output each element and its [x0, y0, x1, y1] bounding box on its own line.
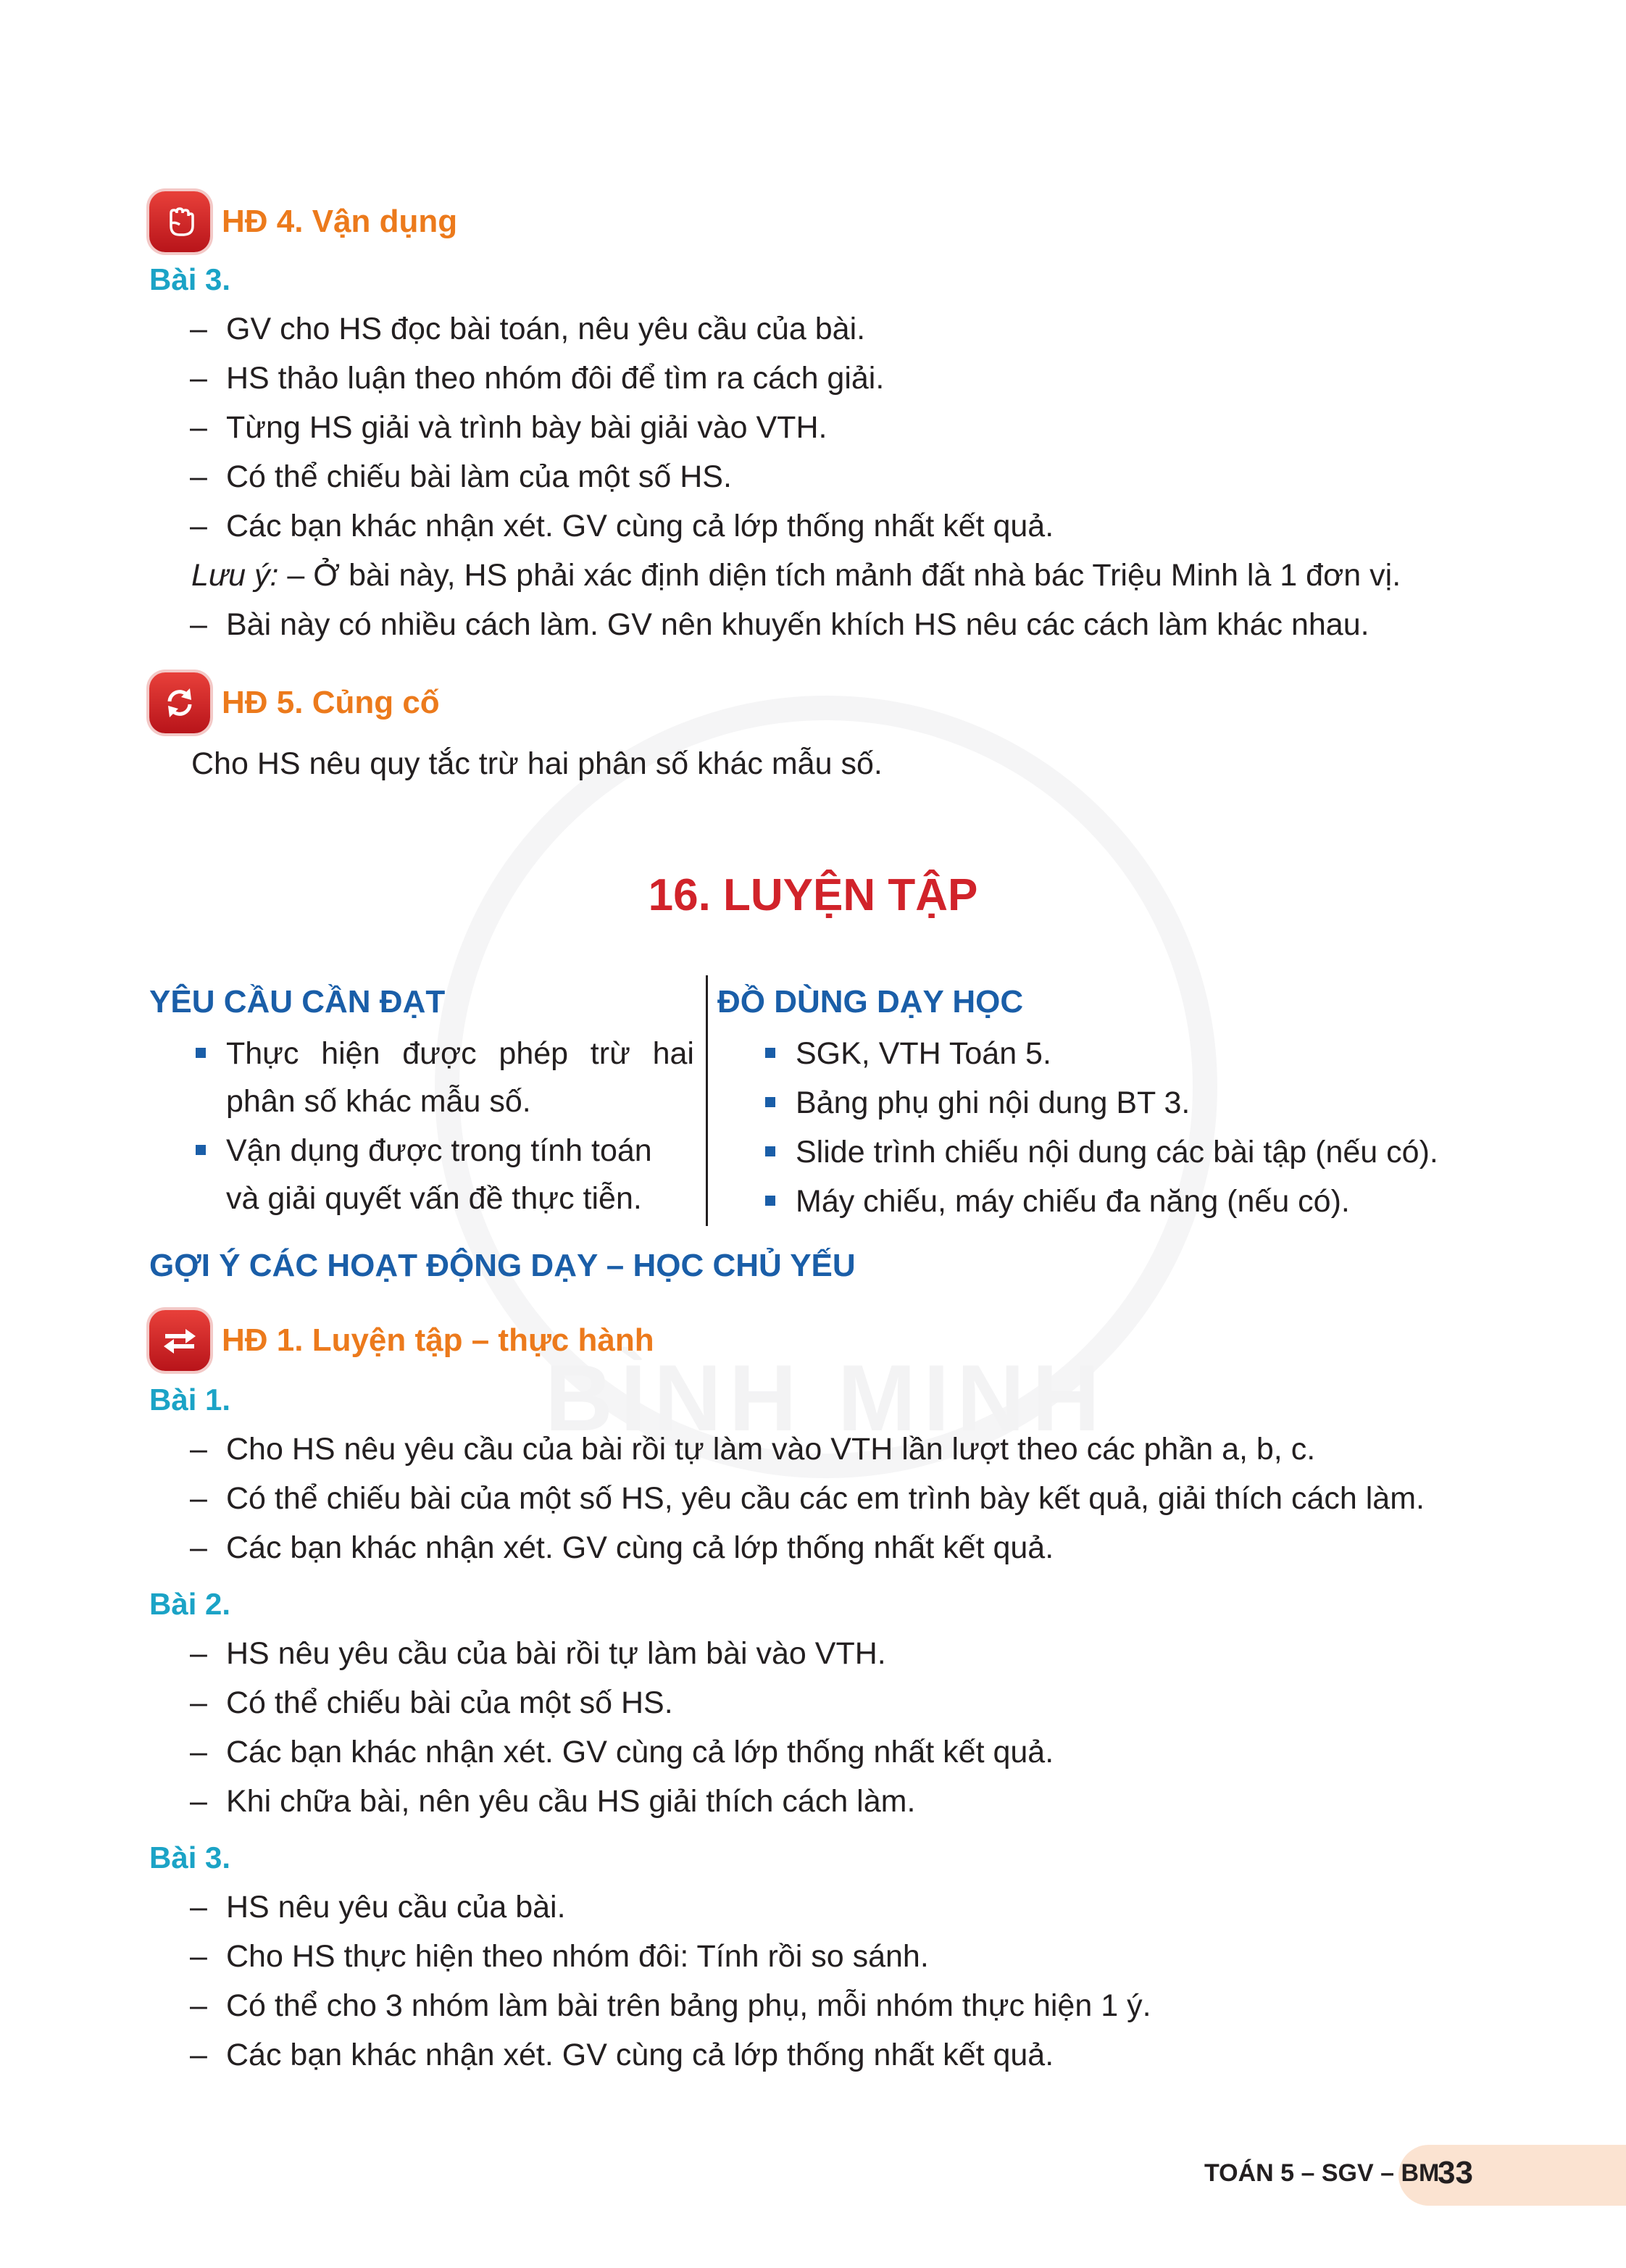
dash: – — [190, 459, 207, 494]
dash: – — [190, 607, 207, 642]
list-item: HS thảo luận theo nhóm đôi để tìm ra cách giải. — [226, 361, 885, 396]
dash: – — [190, 1636, 207, 1671]
hd1-bai3-label: Bài 3. — [149, 1840, 231, 1875]
list-item: Các bạn khác nhận xét. GV cùng cả lớp thống nhất kết quả. — [226, 509, 1054, 543]
column-divider — [706, 975, 708, 1226]
refresh-arrows-icon — [149, 672, 210, 733]
dash: – — [190, 509, 207, 543]
requirement-line: và giải quyết vấn đề thực tiễn. — [226, 1181, 642, 1216]
material-item: Bảng phụ ghi nội dung BT 3. — [796, 1085, 1191, 1120]
list-item: Từng HS giải và trình bày bài giải vào VTH. — [226, 410, 827, 445]
list-item: Cho HS thực hiện theo nhóm đôi: Tính rồi so sánh. — [226, 1939, 929, 1974]
list-item: Bài này có nhiều cách làm. GV nên khuyến khích HS nêu các cách làm khác nhau. — [226, 607, 1369, 642]
materials-heading: ĐỒ DÙNG DẠY HỌC — [717, 984, 1024, 1020]
list-item: Có thể chiếu bài của một số HS, yêu cầu các em trình bày kết quả, giải thích cách làm. — [226, 1481, 1425, 1516]
dash: – — [190, 1784, 207, 1819]
hd1-heading — [149, 1309, 654, 1372]
material-item: Slide trình chiếu nội dung các bài tập (nếu có). — [796, 1135, 1438, 1170]
list-item: GV cho HS đọc bài toán, nêu yêu cầu của bài. — [226, 312, 866, 346]
hd5-text: Cho HS nêu quy tắc trừ hai phân số khác mẫu số. — [191, 746, 883, 781]
list-item: Các bạn khác nhận xét. GV cùng cả lớp thống nhất kết quả. — [226, 2038, 1054, 2072]
list-item: Cho HS nêu yêu cầu của bài rồi tự làm vào VTH lần lượt theo các phần a, b, c. — [226, 1432, 1316, 1467]
list-item: HS nêu yêu cầu của bài rồi tự làm bài vào VTH. — [226, 1636, 886, 1671]
book-title-footer: TOÁN 5 – SGV – BM — [1204, 2159, 1440, 2187]
dash: – — [190, 1939, 207, 1974]
hd4-heading — [149, 190, 457, 254]
hd5-title: HĐ 5. Củng cố — [222, 685, 440, 720]
dash: – — [190, 1530, 207, 1565]
requirements-heading: YÊU CẦU CẦN ĐẠT — [149, 984, 446, 1020]
requirement-line: Vận dụng được trong tính toán — [226, 1133, 652, 1168]
note-line — [191, 556, 1401, 594]
requirement-line: Thực hiện được phép trừ hai — [226, 1036, 694, 1071]
list-item: Có thể chiếu bài làm của một số HS. — [226, 459, 732, 494]
requirement-line: phân số khác mẫu số. — [226, 1084, 531, 1119]
dash: – — [190, 312, 207, 346]
dash: – — [190, 1988, 207, 2023]
list-item: Các bạn khác nhận xét. GV cùng cả lớp thống nhất kết quả. — [226, 1530, 1054, 1565]
material-item: SGK, VTH Toán 5. — [796, 1036, 1051, 1071]
exchange-arrows-icon — [149, 1310, 210, 1371]
page-number: 33 — [1438, 2155, 1473, 2190]
list-item: Có thể cho 3 nhóm làm bài trên bảng phụ, mỗi nhóm thực hiện 1 ý. — [226, 1988, 1151, 2023]
dash: – — [190, 1890, 207, 1925]
bullet — [196, 1145, 206, 1155]
dash: – — [190, 1432, 207, 1467]
note-text: – Ở bài này, HS phải xác định diện tích mảnh đất nhà bác Triệu Minh là 1 đơn vị. — [278, 558, 1401, 593]
bullet — [765, 1048, 775, 1058]
list-item: Các bạn khác nhận xét. GV cùng cả lớp thống nhất kết quả. — [226, 1735, 1054, 1769]
hd4-bai3-label: Bài 3. — [149, 262, 231, 296]
bullet — [765, 1196, 775, 1206]
hd1-title: HĐ 1. Luyện tập – thực hành — [222, 1322, 654, 1358]
note-label: Lưu ý: — [191, 558, 279, 593]
dash: – — [190, 2038, 207, 2072]
dash: – — [190, 1481, 207, 1516]
list-item: Khi chữa bài, nên yêu cầu HS giải thích cách làm. — [226, 1784, 916, 1819]
bullet — [196, 1048, 206, 1058]
dash: – — [190, 1685, 207, 1720]
dash: – — [190, 410, 207, 445]
hd1-bai1-label: Bài 1. — [149, 1383, 231, 1417]
hd4-title: HĐ 4. Vận dụng — [222, 204, 458, 239]
dash: – — [190, 361, 207, 396]
dash: – — [190, 1735, 207, 1769]
list-item: HS nêu yêu cầu của bài. — [226, 1890, 566, 1925]
watermark-text: BÌNH MINH — [544, 1345, 1108, 1451]
list-item: Có thể chiếu bài của một số HS. — [226, 1685, 673, 1720]
activities-heading: GỢI Ý CÁC HOẠT ĐỘNG DẠY – HỌC CHỦ YẾU — [149, 1248, 856, 1283]
raised-fist-icon — [149, 191, 210, 252]
hd1-bai2-label: Bài 2. — [149, 1587, 231, 1621]
lesson-title: 16. LUYỆN TẬP — [648, 870, 978, 920]
material-item: Máy chiếu, máy chiếu đa năng (nếu có). — [796, 1184, 1350, 1219]
bullet — [765, 1097, 775, 1107]
bullet — [765, 1146, 775, 1156]
hd5-heading — [149, 671, 440, 735]
